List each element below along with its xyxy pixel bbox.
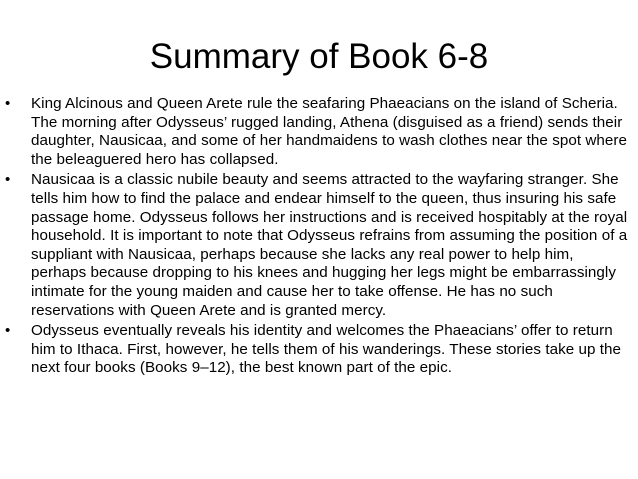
- bullet-text: King Alcinous and Queen Arete rule the seafaring Phaeacians on the island of Scheria. The morning after Odysseus’ rugged landing, Athena (disguised as a friend) sends their daughter, Nausicaa, and some of her handmaidens to wash clothes near the spot where the beleaguered hero has collapsed.: [31, 95, 627, 168]
- slide-title: Summary of Book 6-8: [149, 37, 489, 76]
- bullet-item: [4, 322, 632, 378]
- bullet-item: [4, 95, 632, 169]
- bullet-icon: •: [5, 171, 11, 189]
- bullet-list: [4, 95, 632, 380]
- bullet-text: Nausicaa is a classic nubile beauty and seems attracted to the wayfaring stranger. She tells him how to find the palace and endear himself to the queen, thus insuring his safe passage home. Odysseus follows her instructions and is received hospitably at the royal household. It is important to note that Odysseus refrains from assuming the position of a suppliant with Nausicaa, perhaps because she lacks any real power to help him, perhaps because dropping to his knees and hugging her legs might be embarrassingly intimate for the young maiden and cause her to take offense. He has no such reservations with Queen Arete and is granted mercy.: [31, 171, 628, 319]
- bullet-icon: •: [5, 95, 11, 112]
- bullet-item: [4, 171, 632, 320]
- bullet-icon: •: [5, 322, 11, 340]
- bullet-text: Odysseus eventually reveals his identity and welcomes the Phaeacians’ offer to return him to Ithaca. First, however, he tells them of his wanderings. These stories take up the next four books (Books 9–12), the best known part of the epic.: [31, 322, 622, 377]
